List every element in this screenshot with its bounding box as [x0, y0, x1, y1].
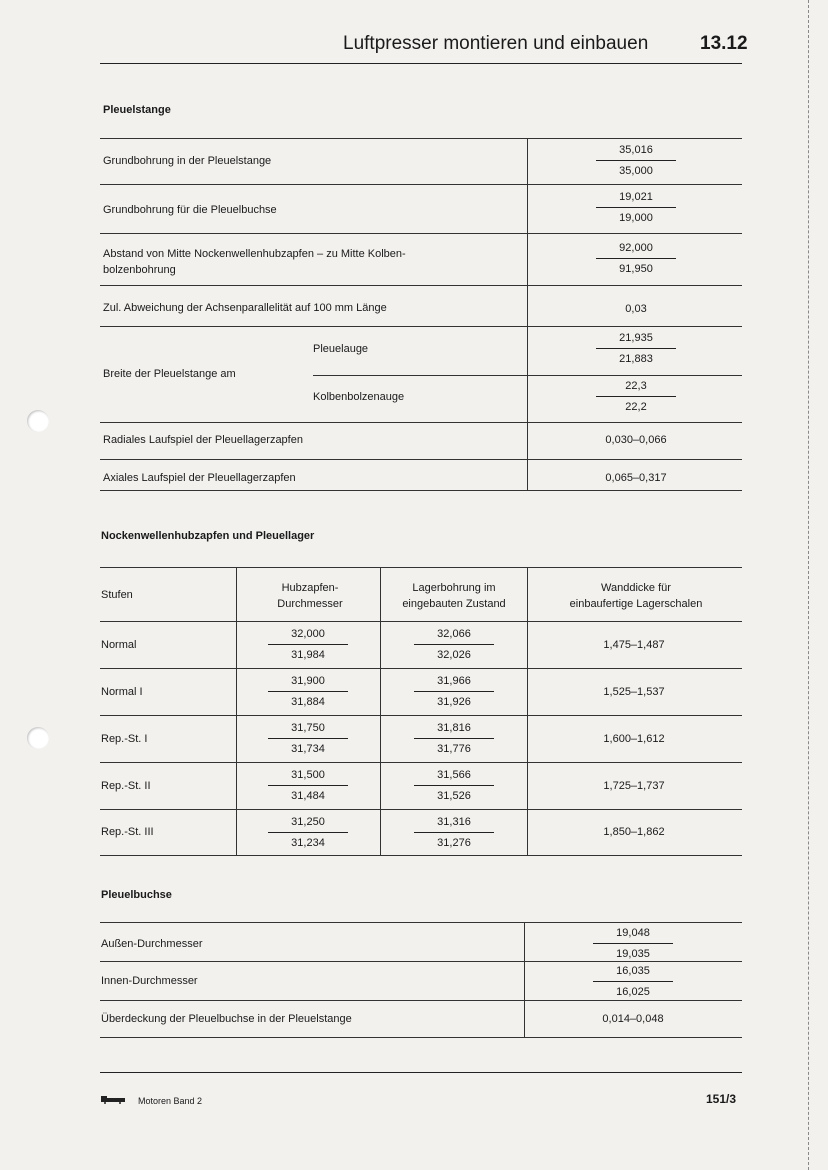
upper-limit: 31,966	[414, 673, 494, 692]
table-rule	[100, 762, 742, 763]
table-rule	[100, 961, 742, 962]
upper-limit: 92,000	[596, 240, 676, 259]
lower-limit: 16,025	[616, 986, 650, 998]
column-header-wanddicke	[531, 580, 741, 612]
lower-limit: 31,776	[437, 743, 471, 755]
label-line: bolzenbohrung	[103, 264, 176, 276]
wanddicke-value: 1,600–1,612	[603, 733, 665, 745]
row-label-aussen-durchmesser: Außen-Durchmesser	[101, 938, 203, 950]
table-row-stufe: Rep.-St. II	[101, 780, 151, 792]
table-rule	[100, 233, 742, 234]
table-rule	[100, 1037, 742, 1038]
binding-edge	[808, 0, 809, 1170]
table-rule	[100, 184, 742, 185]
hubzapfen-value	[268, 720, 348, 758]
table-rule	[100, 715, 742, 716]
header-line: Hubzapfen-	[281, 582, 339, 594]
row-label-breite: Breite der Pleuelstange am	[103, 368, 236, 380]
lagerbohrung-value	[414, 673, 494, 711]
column-divider	[236, 567, 237, 855]
lagerbohrung-value	[414, 626, 494, 664]
upper-limit: 19,021	[596, 189, 676, 208]
lower-limit: 31,526	[437, 790, 471, 802]
lagerbohrung-value	[414, 767, 494, 805]
header-line: Wanddicke für	[601, 582, 671, 594]
section-heading-nockenwelle: Nockenwellenhubzapfen und Pleuellager	[101, 530, 315, 542]
row-label-grundbohrung-pleuelbuchse: Grundbohrung für die Pleuelbuchse	[103, 204, 277, 216]
section-number: 13.12	[700, 33, 748, 54]
footer-rule	[100, 1072, 742, 1073]
upper-limit: 32,066	[414, 626, 494, 645]
hubzapfen-value	[268, 767, 348, 805]
lower-limit: 32,026	[437, 649, 471, 661]
page-number: 151/3	[706, 1092, 737, 1106]
row-label-axial: Axiales Laufspiel der Pleuellagerzapfen	[103, 472, 296, 484]
page-title: Luftpresser montieren und einbauen	[343, 33, 649, 54]
lower-limit: 21,883	[619, 353, 653, 365]
section-heading-pleuelstange: Pleuelstange	[103, 104, 171, 116]
lagerbohrung-value	[414, 814, 494, 852]
column-divider	[524, 922, 525, 1037]
header-line: Durchmesser	[277, 598, 343, 610]
column-divider	[527, 567, 528, 855]
lower-limit: 19,035	[616, 948, 650, 960]
lower-limit: 35,000	[619, 165, 653, 177]
hubzapfen-value	[268, 673, 348, 711]
tolerance-value	[593, 925, 673, 963]
lower-limit: 91,950	[619, 263, 653, 275]
table-row-stufe: Normal I	[101, 686, 143, 698]
row-label-grundbohrung-pleuelstange: Grundbohrung in der Pleuelstange	[103, 155, 272, 167]
upper-limit: 31,250	[268, 814, 348, 833]
table-rule	[100, 855, 742, 856]
tolerance-value	[593, 963, 673, 1001]
wanddicke-value: 1,525–1,537	[603, 686, 665, 698]
lower-limit: 31,884	[291, 696, 325, 708]
hubzapfen-value	[268, 626, 348, 664]
upper-limit: 22,3	[596, 378, 676, 397]
lagerbohrung-value	[414, 720, 494, 758]
upper-limit: 31,500	[268, 767, 348, 786]
tolerance-value	[596, 330, 676, 368]
header-line: Lagerbohrung im	[412, 582, 496, 594]
header-line: einbaufertige Lagerschalen	[569, 598, 703, 610]
column-divider	[380, 567, 381, 855]
wanddicke-value: 1,475–1,487	[603, 639, 665, 651]
row-label-ueberdeckung: Überdeckung der Pleuelbuchse in der Pleuelstange	[101, 1013, 352, 1025]
upper-limit: 31,750	[268, 720, 348, 739]
upper-limit: 16,035	[593, 963, 673, 982]
footer-book-title: Motoren Band 2	[138, 1096, 203, 1106]
lower-limit: 31,734	[291, 743, 325, 755]
tolerance-value	[596, 189, 676, 227]
table-rule	[100, 285, 742, 286]
lower-limit: 31,984	[291, 649, 325, 661]
table-rule	[100, 668, 742, 669]
row-value: 0,030–0,066	[605, 434, 667, 446]
wanddicke-value: 1,725–1,737	[603, 780, 665, 792]
table-rule	[100, 621, 742, 622]
table-rule	[100, 422, 742, 423]
header-line: eingebauten Zustand	[402, 598, 506, 610]
table-rule	[100, 1000, 742, 1001]
lower-limit: 31,234	[291, 837, 325, 849]
table-rule	[100, 490, 742, 491]
truck-logo-icon	[101, 1095, 125, 1104]
column-header-stufen: Stufen	[101, 589, 133, 601]
lower-limit: 22,2	[625, 401, 647, 413]
label-line: Abstand von Mitte Nockenwellenhubzapfen – zu Mitte Kolben-	[103, 248, 406, 260]
tolerance-value	[596, 240, 676, 278]
header-rule	[100, 63, 742, 64]
punch-hole	[27, 727, 49, 749]
column-header-hubzapfen	[240, 580, 380, 612]
upper-limit: 19,048	[593, 925, 673, 944]
lower-limit: 31,926	[437, 696, 471, 708]
row-label-abstand	[103, 246, 406, 278]
lower-limit: 31,276	[437, 837, 471, 849]
section-heading-pleuelbuchse: Pleuelbuchse	[101, 889, 172, 901]
upper-limit: 35,016	[596, 142, 676, 161]
punch-hole	[27, 410, 49, 432]
row-value: 0,014–0,048	[602, 1013, 664, 1025]
table-row-stufe: Rep.-St. III	[101, 826, 154, 838]
row-sublabel-pleuelauge: Pleuelauge	[313, 343, 369, 355]
tolerance-value	[596, 378, 676, 416]
table-rule	[313, 375, 742, 376]
table-rule	[100, 567, 742, 568]
row-sublabel-kolbenbolzenauge: Kolbenbolzenauge	[313, 391, 405, 403]
upper-limit: 31,316	[414, 814, 494, 833]
row-value: 0,065–0,317	[605, 472, 667, 484]
row-value: 0,03	[625, 303, 647, 315]
row-label-radial: Radiales Laufspiel der Pleuellagerzapfen	[103, 434, 303, 446]
hubzapfen-value	[268, 814, 348, 852]
table-rule	[100, 459, 742, 460]
row-label-achsenparallelitaet: Zul. Abweichung der Achsenparallelität auf 100 mm Länge	[103, 302, 387, 314]
column-divider	[527, 138, 528, 490]
table-row-stufe: Normal	[101, 639, 137, 651]
table-rule	[100, 809, 742, 810]
table-rule	[100, 138, 742, 139]
table-rule	[100, 922, 742, 923]
upper-limit: 31,900	[268, 673, 348, 692]
lower-limit: 31,484	[291, 790, 325, 802]
upper-limit: 31,816	[414, 720, 494, 739]
lower-limit: 19,000	[619, 212, 653, 224]
wanddicke-value: 1,850–1,862	[603, 826, 665, 838]
tolerance-value	[596, 142, 676, 180]
row-label-innen-durchmesser: Innen-Durchmesser	[101, 975, 198, 987]
upper-limit: 32,000	[268, 626, 348, 645]
upper-limit: 21,935	[596, 330, 676, 349]
upper-limit: 31,566	[414, 767, 494, 786]
table-row-stufe: Rep.-St. I	[101, 733, 148, 745]
column-header-lagerbohrung	[384, 580, 524, 612]
table-rule	[100, 326, 742, 327]
